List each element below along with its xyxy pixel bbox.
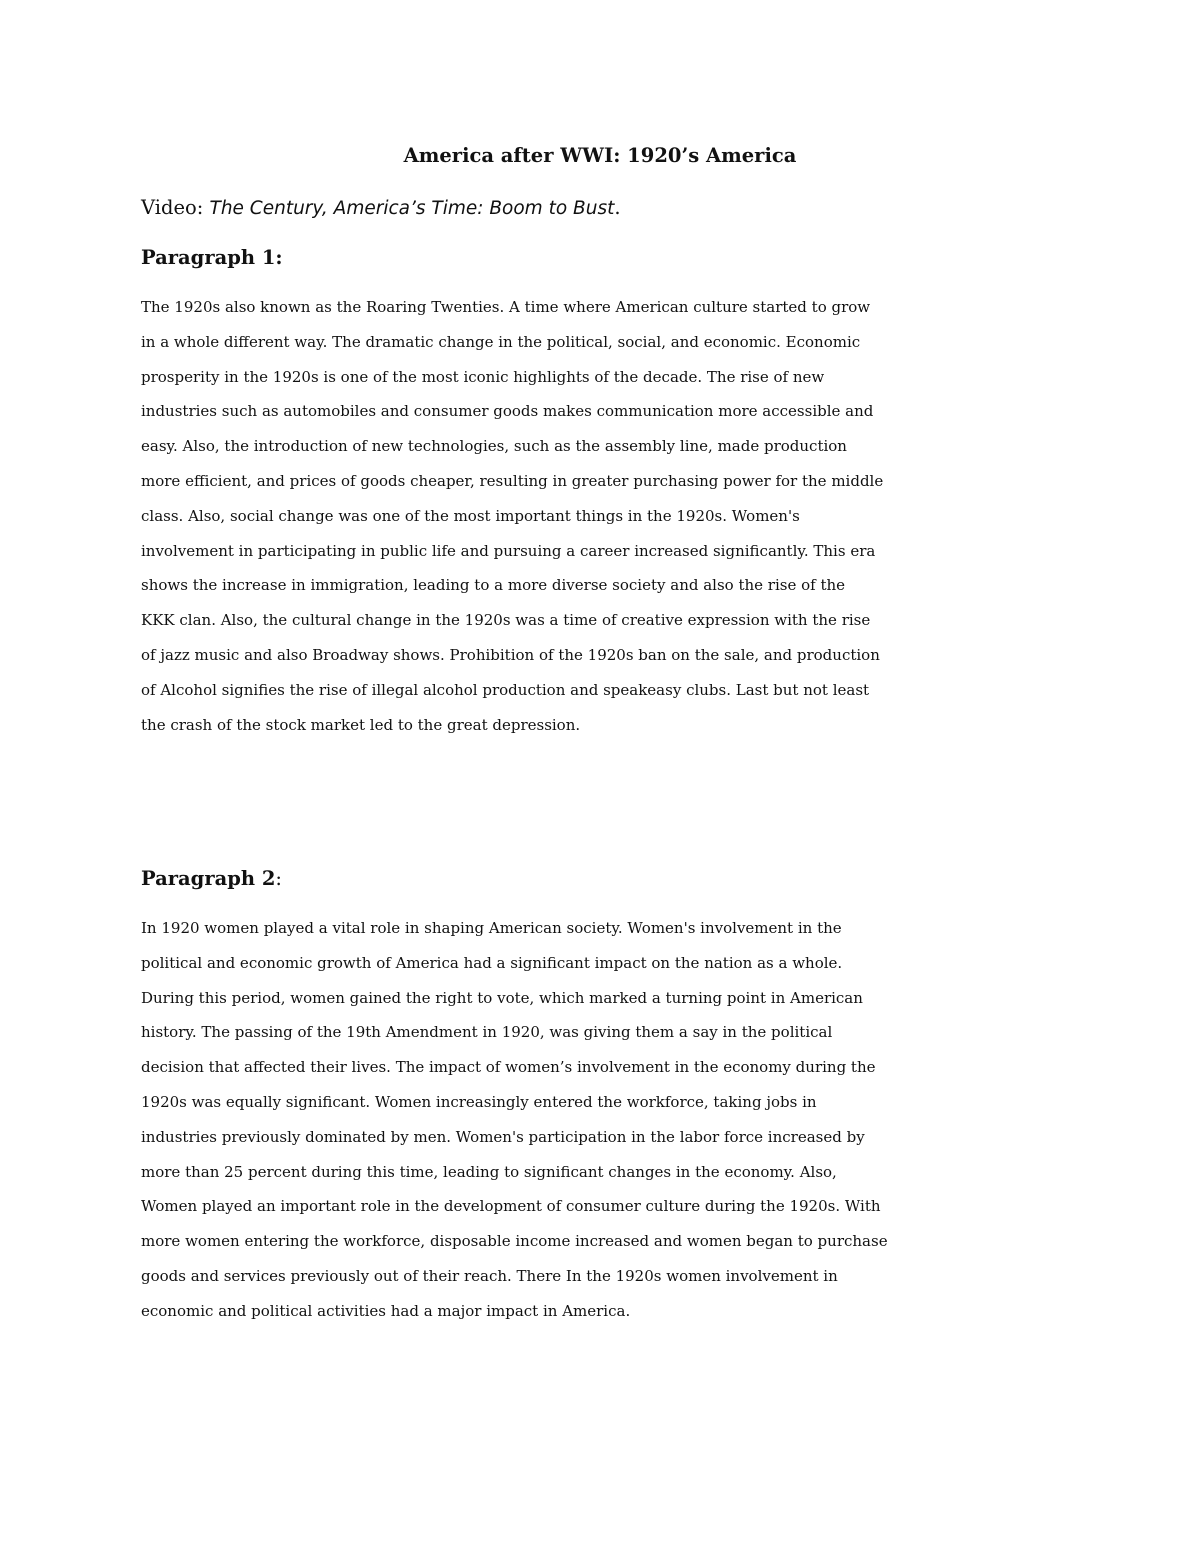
paragraph-2-line: more women entering the workforce, disposable income increased and women began to purchase <box>141 1232 888 1251</box>
document-title: America after WWI: 1920’s America <box>403 144 797 167</box>
paragraph-1-line: prosperity in the 1920s is one of the most iconic highlights of the decade. The rise of new <box>141 367 825 386</box>
paragraph-1-body <box>141 290 1071 742</box>
paragraph-1-line: KKK clan. Also, the cultural change in the 1920s was a time of creative expression with the rise <box>141 611 871 630</box>
paragraph-2-line: During this period, women gained the right to vote, which marked a turning point in American <box>141 988 863 1007</box>
paragraph-2-line: more than 25 percent during this time, leading to significant changes in the economy. Also, <box>141 1162 837 1181</box>
paragraph-1-line: easy. Also, the introduction of new technologies, such as the assembly line, made production <box>141 437 847 456</box>
paragraph-1-line: more efficient, and prices of goods cheaper, resulting in greater purchasing power for the middle <box>141 471 884 490</box>
paragraph-2-heading-colon: : <box>275 867 282 890</box>
paragraph-1-line: The 1920s also known as the Roaring Twenties. A time where American culture started to grow <box>141 298 871 316</box>
paragraph-1-heading: Paragraph 1: <box>141 246 283 269</box>
video-reference <box>141 195 621 222</box>
video-title: The Century, America’s Time: Boom to Bust <box>209 198 615 219</box>
paragraph-2-line: Women played an important role in the development of consumer culture during the 1920s. With <box>141 1197 881 1216</box>
video-label: Video: <box>141 196 210 219</box>
paragraph-2-line: industries previously dominated by men. Women's participation in the labor force increased by <box>141 1127 865 1146</box>
paragraph-2-body <box>141 911 1071 1329</box>
paragraph-2-line: history. The passing of the 19th Amendment in 1920, was giving them a say in the political <box>141 1023 833 1042</box>
paragraph-1-line: involvement in participating in public life and pursuing a career increased significantly. This era <box>141 541 876 560</box>
paragraph-2-heading <box>141 866 282 892</box>
paragraph-2-line: goods and services previously out of their reach. There In the 1920s women involvement in <box>141 1266 838 1285</box>
paragraph-2-line: decision that affected their lives. The impact of women’s involvement in the economy during the <box>141 1058 876 1077</box>
video-end: . <box>614 196 621 219</box>
paragraph-2-line: political and economic growth of America had a significant impact on the nation as a whole. <box>141 953 843 972</box>
paragraph-1-line: of jazz music and also Broadway shows. Prohibition of the 1920s ban on the sale, and production <box>141 645 880 664</box>
paragraph-1-line: industries such as automobiles and consumer goods makes communication more accessible and <box>141 402 874 421</box>
paragraph-1-line: the crash of the stock market led to the great depression. <box>141 715 581 734</box>
paragraph-1-line: of Alcohol signifies the rise of illegal alcohol production and speakeasy clubs. Last but not least <box>141 680 870 699</box>
paragraph-2-line: In 1920 women played a vital role in shaping American society. Women's involvement in the <box>141 919 842 937</box>
paragraph-2-line: economic and political activities had a major impact in America. <box>141 1301 631 1320</box>
paragraph-2-heading-text: Paragraph 2 <box>141 867 276 890</box>
paragraph-1-line: class. Also, social change was one of the most important things in the 1920s. Women's <box>141 506 800 525</box>
paragraph-1-line: shows the increase in immigration, leading to a more diverse society and also the rise of the <box>141 576 846 595</box>
paragraph-2-line: 1920s was equally significant. Women increasingly entered the workforce, taking jobs in <box>141 1092 817 1111</box>
paragraph-1-line: in a whole different way. The dramatic change in the political, social, and economic. Economic <box>141 332 861 351</box>
